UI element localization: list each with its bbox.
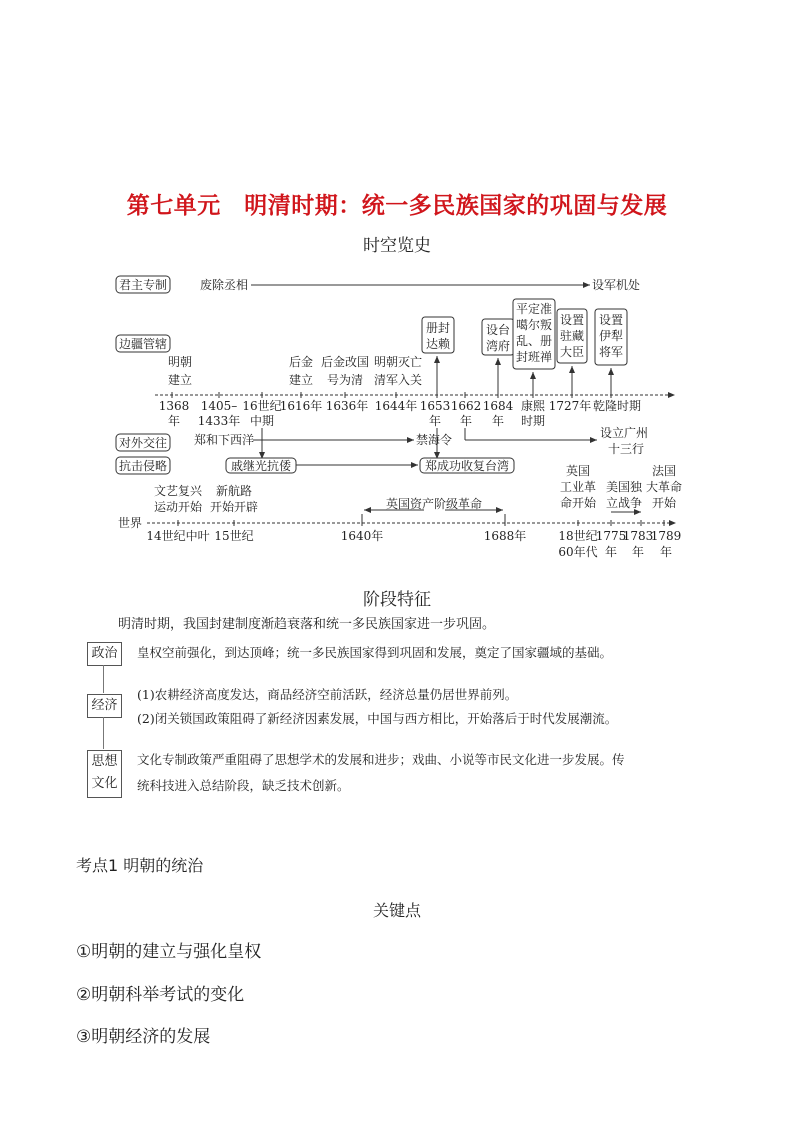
svg-text:1688年: 1688年	[483, 529, 527, 543]
key-point-3: ③明朝经济的发展	[76, 1027, 211, 1047]
svg-text:1368: 1368	[158, 399, 190, 413]
page-title: 第七单元 明清时期：统一多民族国家的巩固与发展	[126, 193, 668, 219]
box-ili	[595, 309, 627, 365]
box-text: 噶尔叛	[515, 318, 553, 332]
box-text: 封班禅	[515, 350, 553, 364]
category-bianjiang	[116, 335, 170, 352]
svg-text:1644年: 1644年	[374, 399, 418, 413]
event-later-jin: 后金	[288, 355, 314, 369]
stage-culture-text-1: 文化专制政策严重阻碍了思想学术的发展和进步；戏曲、小说等市民文化进一步发展。传	[137, 752, 625, 767]
china-tick-labels	[159, 398, 641, 428]
world-english-revolution: 英国资产阶级革命	[385, 497, 483, 511]
svg-text:年: 年	[604, 545, 618, 559]
world-american: 美国独	[605, 480, 643, 494]
box-text: 乱、册	[515, 334, 553, 348]
world-industrial: 命开始	[559, 496, 597, 510]
event-qing-name: 号为清	[326, 373, 364, 387]
stage-intro: 明清时期，我国封建制度渐趋衰落和统一多民族国家进一步巩固。	[118, 617, 496, 632]
svg-text:1789: 1789	[650, 529, 682, 543]
event-canton: 设立广州	[600, 426, 649, 440]
svg-text:1653: 1653	[419, 399, 451, 413]
stage-politics-text: 皇权空前强化，到达顶峰；统一多民族国家得到巩固和发展，奠定了国家疆域的基础。	[137, 645, 613, 660]
svg-text:乾隆时期: 乾隆时期	[592, 399, 642, 413]
svg-text:1783: 1783	[622, 529, 654, 543]
kaodian-title: 考点1 明朝的统治	[76, 856, 204, 875]
event-abolish-chancellor: 废除丞相	[200, 278, 249, 292]
stage-economy-text-1: (1)农耕经济高度发达，商品经济空前活跃，经济总量仍居世界前列。	[137, 687, 518, 702]
category-kangji	[116, 457, 170, 474]
box-text: 设台	[485, 323, 511, 337]
event-later-jin: 建立	[288, 373, 314, 387]
event-ming-founded: 明朝	[167, 355, 193, 369]
svg-text:1640年: 1640年	[340, 529, 384, 543]
svg-text:中期: 中期	[249, 414, 275, 428]
box-text: 设置	[559, 313, 585, 327]
category-label: 边疆管辖	[118, 337, 168, 351]
event-ming-founded: 建立	[167, 373, 193, 387]
stage-label-culture: 思想文化	[87, 750, 122, 798]
svg-text:1636年: 1636年	[325, 399, 369, 413]
box-text: 湾府	[485, 339, 511, 353]
box-amban	[557, 309, 587, 363]
connector	[103, 717, 104, 749]
category-label: 抗击侵略	[118, 459, 168, 473]
world-french: 法国	[651, 464, 677, 478]
world-industrial: 工业革	[559, 480, 597, 494]
event-grand-council: 设军机处	[592, 278, 641, 292]
world-new-route: 开始开辟	[209, 500, 259, 514]
category-junzhu	[116, 276, 170, 293]
stage-culture-text-2: 统科技进入总结阶段，缺乏技术创新。	[137, 778, 350, 793]
event-zheng-chenggong: 郑成功收复台湾	[424, 459, 510, 473]
svg-text:1775: 1775	[595, 529, 627, 543]
svg-text:年: 年	[659, 545, 673, 559]
svg-text:1662: 1662	[450, 399, 482, 413]
svg-text:1405–: 1405–	[200, 399, 238, 413]
world-renaissance: 文艺复兴	[153, 484, 203, 498]
box-dzungar	[513, 299, 555, 369]
svg-text:14世纪中叶: 14世纪中叶	[146, 529, 210, 543]
svg-text:1616年: 1616年	[279, 399, 323, 413]
timeline-heading: 时空览史	[363, 236, 431, 256]
stage-heading: 阶段特征	[363, 590, 431, 610]
world-french: 开始	[651, 496, 677, 510]
category-duiwai	[116, 434, 170, 451]
svg-text:康熙: 康熙	[520, 399, 546, 413]
svg-text:16世纪: 16世纪	[242, 399, 282, 413]
box-text: 将军	[598, 345, 624, 359]
event-zheng-he: 郑和下西洋	[194, 433, 255, 447]
stage-label-economy: 经济	[87, 694, 122, 718]
box-text: 册封	[425, 321, 451, 335]
world-industrial: 英国	[565, 464, 591, 478]
world-new-route: 新航路	[215, 484, 253, 498]
svg-text:60年代: 60年代	[558, 545, 598, 559]
svg-text:1727年: 1727年	[548, 399, 592, 413]
box-text: 伊犁	[598, 329, 624, 343]
svg-text:年: 年	[631, 545, 645, 559]
stage-economy-text-2: (2)闭关锁国政策阻碍了新经济因素发展，中国与西方相比，开始落后于时代发展潮流。	[137, 711, 618, 726]
world-tick-labels	[146, 528, 681, 559]
box-text: 达赖	[425, 337, 451, 351]
box-taiwan	[482, 319, 514, 355]
world-french: 大革命	[645, 480, 683, 494]
box-text: 设置	[598, 313, 624, 327]
world-renaissance: 运动开始	[153, 500, 203, 514]
category-label: 君主专制	[118, 278, 168, 292]
svg-text:时期: 时期	[520, 414, 546, 428]
box-text: 大臣	[559, 345, 585, 359]
svg-text:年: 年	[491, 414, 505, 428]
svg-text:年: 年	[428, 414, 442, 428]
event-qing-name: 后金改国	[320, 355, 370, 369]
event-sea-ban: 禁海令	[416, 433, 453, 447]
event-ming-fall: 明朝灭亡	[373, 355, 423, 369]
svg-text:1684: 1684	[482, 399, 514, 413]
category-label: 对外交往	[118, 436, 168, 450]
connector	[103, 665, 104, 693]
stage-label-politics: 政治	[87, 642, 122, 666]
svg-text:15世纪: 15世纪	[214, 529, 254, 543]
key-points-heading: 关键点	[372, 901, 421, 920]
world-label: 世界	[118, 516, 143, 530]
event-ming-fall: 清军入关	[373, 373, 423, 387]
svg-text:18世纪: 18世纪	[558, 529, 598, 543]
box-dalai	[422, 317, 454, 353]
key-point-2: ②明朝科举考试的变化	[76, 985, 245, 1005]
key-point-1: ①明朝的建立与强化皇权	[76, 942, 262, 962]
svg-text:1433年: 1433年	[197, 414, 241, 428]
box-text: 平定准	[515, 302, 553, 316]
event-qi-jiguang: 戚继光抗倭	[230, 459, 292, 473]
world-american: 立战争	[605, 496, 643, 510]
box-text: 驻藏	[559, 329, 585, 343]
svg-text:年: 年	[459, 414, 473, 428]
svg-text:年: 年	[167, 414, 181, 428]
event-canton: 十三行	[608, 442, 645, 456]
